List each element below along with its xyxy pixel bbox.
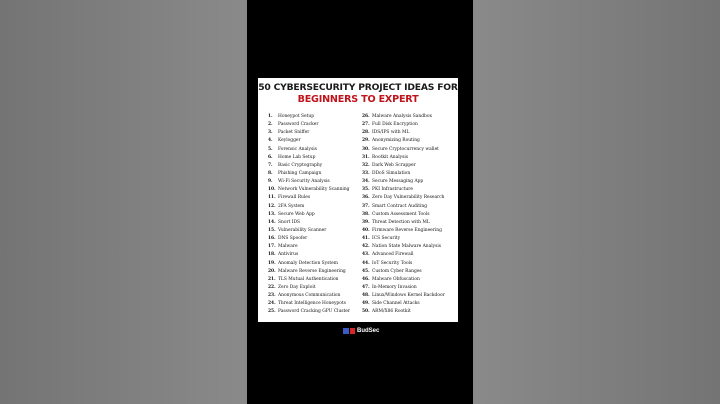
project-title: Vulnerability Scanner [278, 227, 327, 233]
project-number: 15. [268, 227, 276, 233]
project-item [268, 260, 366, 268]
project-list-column-2 [362, 113, 460, 317]
project-number: 26. [362, 114, 370, 119]
project-number: 12. [268, 203, 276, 209]
project-title: Linux/Windows Kernel Backdoor [372, 293, 445, 299]
project-title: Rootkit Analysis [372, 154, 408, 160]
project-item [268, 194, 366, 202]
project-number: 14. [268, 219, 276, 225]
project-item [362, 243, 460, 251]
project-title: Secure Cryptocurrency wallet [372, 146, 439, 152]
project-number: 19. [268, 260, 276, 266]
project-title: ICS Security [372, 236, 401, 242]
project-item [268, 203, 366, 211]
project-item [362, 292, 460, 300]
project-title: IoT Security Tools [372, 260, 413, 266]
project-title: Keylogger [278, 138, 301, 144]
project-item [268, 243, 366, 251]
project-item [362, 251, 460, 259]
project-title: Anonymizing Routing [372, 138, 420, 144]
project-number: 17. [268, 244, 276, 250]
project-item [268, 211, 366, 219]
project-title: Advanced Firewall [372, 252, 414, 258]
project-title: Nation State Malware Analysis [372, 244, 442, 250]
project-item [362, 146, 460, 154]
project-number: 30. [362, 146, 370, 152]
project-item [268, 178, 366, 186]
project-number: 37. [362, 203, 370, 209]
project-number: 11. [268, 195, 276, 201]
project-item [362, 178, 460, 186]
project-number: 38. [362, 211, 370, 217]
project-item [362, 268, 460, 276]
project-number: 5. [268, 146, 273, 152]
project-item [268, 235, 366, 243]
project-title: Secure Messaging App [372, 179, 424, 185]
project-number: 42. [362, 244, 370, 250]
project-item [362, 154, 460, 162]
project-item [268, 186, 366, 194]
project-title: Malware [278, 244, 298, 250]
project-title: Custom Cyber Ranges [372, 268, 422, 274]
project-number: 1. [268, 114, 273, 119]
project-title: Basic Cryptography [278, 162, 323, 168]
project-item [268, 276, 366, 284]
project-item [362, 284, 460, 292]
project-title: Firewall Rules [278, 195, 311, 201]
project-item [268, 137, 366, 145]
project-item [362, 227, 460, 235]
project-item [362, 170, 460, 178]
project-number: 2. [268, 122, 273, 128]
project-title: TLS Mutual Authentication [278, 276, 339, 282]
project-title: Threat Intelligence Honeypots [278, 301, 346, 307]
project-number: 21. [268, 276, 276, 282]
project-number: 44. [362, 260, 370, 266]
project-number: 25. [268, 309, 276, 315]
project-number: 7. [268, 162, 273, 168]
project-item [362, 300, 460, 308]
project-item [362, 219, 460, 227]
project-number: 31. [362, 154, 370, 160]
project-title: Anonymous Communication [278, 293, 341, 299]
project-item [268, 251, 366, 259]
project-number: 40. [362, 227, 370, 233]
brand-watermark [343, 326, 379, 335]
project-number: 41. [362, 236, 370, 242]
project-number: 29. [362, 138, 370, 144]
project-item [268, 170, 366, 178]
project-number: 16. [268, 236, 276, 242]
project-title: Forensic Analysis [278, 146, 317, 152]
project-item [268, 121, 366, 129]
project-item [362, 260, 460, 268]
project-title: DNS Spoofer [278, 236, 308, 242]
project-number: 43. [362, 252, 370, 258]
project-number: 18. [268, 252, 276, 258]
project-item [268, 162, 366, 170]
project-item [268, 146, 366, 154]
project-title: IDS/IPS with ML [372, 130, 410, 136]
project-title: Zero Day Exploit [278, 284, 316, 290]
project-title: DDoS Simulation [372, 170, 411, 176]
project-number: 46. [362, 276, 370, 282]
project-number: 22. [268, 284, 276, 290]
project-ideas-card [258, 78, 458, 322]
project-number: 35. [362, 187, 370, 193]
project-number: 3. [268, 130, 273, 136]
project-title: Anomaly Detection System [278, 260, 338, 266]
project-title: Network Vulnerability Scanning [278, 187, 350, 193]
project-item [268, 308, 366, 316]
project-title: Password Cracker [278, 122, 319, 128]
project-title: Secure Web App [278, 211, 315, 217]
project-number: 49. [362, 301, 370, 307]
project-number: 6. [268, 154, 273, 160]
brand-name: BudSec [357, 327, 380, 334]
project-list-column-1 [268, 113, 366, 317]
blurred-background-right [473, 0, 720, 404]
title-line-1: 50 CYBERSECURITY PROJECT IDEAS FOR [258, 82, 458, 93]
project-item [362, 235, 460, 243]
project-number: 10. [268, 187, 276, 193]
project-number: 24. [268, 301, 276, 307]
project-number: 27. [362, 122, 370, 128]
project-title: Wi-Fi Security Analysis [278, 179, 330, 185]
project-number: 48. [362, 293, 370, 299]
project-title: Firmware Reverse Engineering [372, 227, 442, 233]
project-item [268, 129, 366, 137]
project-item [268, 292, 366, 300]
project-item [268, 300, 366, 308]
project-title: Full Disk Encryption [372, 122, 418, 128]
project-title: Honeypot Setup [278, 114, 315, 119]
project-title: Phishing Campaign [278, 170, 322, 176]
project-item [268, 284, 366, 292]
project-item [362, 186, 460, 194]
project-item [362, 308, 460, 316]
project-number: 28. [362, 130, 370, 136]
project-title: Password Cracking GPU Cluster [278, 309, 351, 315]
blurred-background-left [0, 0, 247, 404]
project-number: 45. [362, 268, 370, 274]
project-number: 34. [362, 179, 370, 185]
project-item [362, 121, 460, 129]
project-number: 13. [268, 211, 276, 217]
project-title: Side Channel Attacks [372, 301, 420, 307]
project-number: 23. [268, 293, 276, 299]
project-title: Custom Assessment Tools [372, 211, 430, 217]
project-item [268, 154, 366, 162]
project-number: 47. [362, 284, 370, 290]
project-number: 39. [362, 219, 370, 225]
project-title: Dark Web Scrapper [372, 162, 416, 168]
project-title: Home Lab Setup [278, 154, 316, 160]
project-title: Malware Obfuscation [372, 276, 420, 282]
project-number: 50. [362, 309, 370, 315]
project-title: Antivirus [278, 252, 299, 258]
project-item [268, 219, 366, 227]
project-title: Threat Detection with ML [372, 219, 430, 225]
brand-logo-icon [343, 328, 355, 334]
project-number: 4. [268, 138, 273, 144]
project-item [268, 268, 366, 276]
project-title: Packet Sniffer [278, 130, 310, 136]
project-title: ARM/X86 Rootkit [372, 309, 411, 315]
project-title: PKI Infrastructure [372, 187, 413, 193]
project-item [362, 129, 460, 137]
project-number: 36. [362, 195, 370, 201]
project-title: In-Memory Invasion [372, 284, 417, 290]
project-title: Malware Analysis Sandbox [372, 114, 432, 119]
project-item [362, 113, 460, 121]
project-number: 20. [268, 268, 276, 274]
project-number: 9. [268, 179, 273, 185]
project-title: Malware Reverse Engineering [278, 268, 346, 274]
project-item [362, 211, 460, 219]
title-line-2: BEGINNERS TO EXPERT [297, 94, 419, 105]
project-item [362, 162, 460, 170]
project-title: 2FA System [278, 203, 305, 209]
project-item [362, 137, 460, 145]
project-number: 8. [268, 170, 273, 176]
image-stage [247, 0, 473, 404]
project-item [362, 276, 460, 284]
project-item [268, 113, 366, 121]
project-item [268, 227, 366, 235]
project-title: Zero Day Vulnerability Research [372, 195, 445, 201]
project-title: Smart Contract Auditing [372, 203, 427, 209]
project-item [362, 203, 460, 211]
project-item [362, 194, 460, 202]
project-title: Snort IDS [278, 219, 301, 225]
project-number: 33. [362, 170, 370, 176]
project-number: 32. [362, 162, 370, 168]
